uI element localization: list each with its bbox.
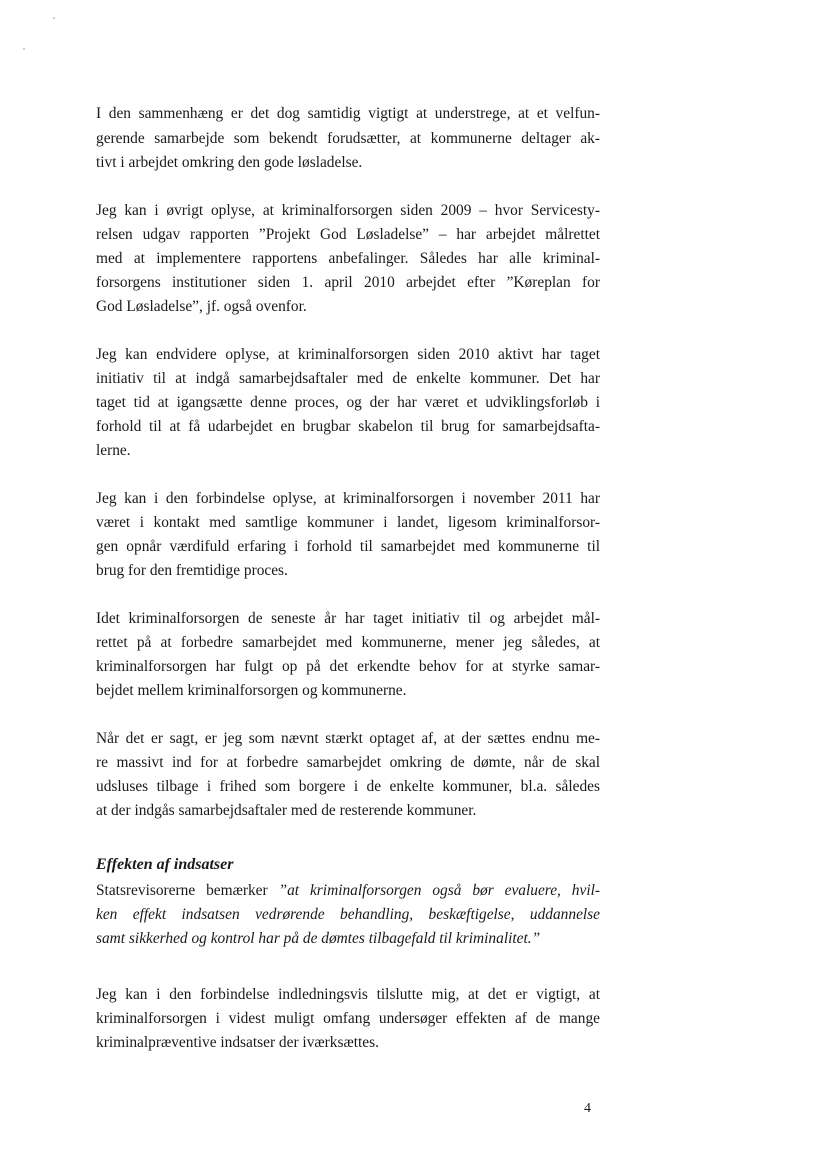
text-line: re massivt ind for at forbedre samarbejdet omkring de dømte, når de skal xyxy=(96,754,600,771)
text-line: forsorgens institutioner siden 1. april 2010 arbejdet efter ”Køreplan for xyxy=(96,274,600,291)
text-line: lerne. xyxy=(96,442,131,459)
text-line: forhold til at få udarbejdet en brugbar skabelon til brug for samarbejdsafta- xyxy=(96,418,600,435)
page-number: 4 xyxy=(584,1101,591,1116)
text-line: at der indgås samarbejdsaftaler med de resterende kommuner. xyxy=(96,802,477,819)
text-line: I den sammenhæng er det dog samtidig vigtigt at understrege, at et velfun- xyxy=(96,105,600,122)
text-line: initiativ til at indgå samarbejdsaftaler med de enkelte kommuner. Det har xyxy=(96,370,600,387)
quote-text: ”at kriminalforsorgen også bør evaluere, hvil- xyxy=(278,882,600,899)
text-line: kriminalpræventive indsatser der iværksættes. xyxy=(96,1034,379,1051)
text-line: relsen udgav rapporten ”Projekt God Løsladelse” – har arbejdet målrettet xyxy=(96,226,600,243)
text-line: Jeg kan i den forbindelse oplyse, at kriminalforsorgen i november 2011 har xyxy=(96,490,600,507)
quote-line xyxy=(96,881,600,901)
quote-line: ken effekt indsatsen vedrørende behandling, beskæftigelse, uddannelse xyxy=(96,906,600,923)
text-line: kriminalforsorgen har fulgt op på det erkendte behov for at styrke samar- xyxy=(96,658,600,675)
quote-intro: Statsrevisorerne bemærker xyxy=(96,882,268,899)
text-line: brug for den fremtidige proces. xyxy=(96,562,288,579)
text-line: gerende samarbejde som bekendt forudsætter, at kommunerne deltager ak- xyxy=(96,130,600,147)
quote-line: samt sikkerhed og kontrol har på de dømtes tilbagefald til kriminalitet.” xyxy=(96,930,541,947)
scan-speck xyxy=(23,48,25,50)
text-line: Jeg kan i øvrigt oplyse, at kriminalforsorgen siden 2009 – hvor Servicesty- xyxy=(96,202,600,219)
text-line: været i kontakt med samtlige kommuner i landet, ligesom kriminalforsor- xyxy=(96,514,600,531)
text-line: taget tid at igangsætte denne proces, og der har været et udviklingsforløb i xyxy=(96,394,600,411)
text-line: God Løsladelse”, jf. også ovenfor. xyxy=(96,298,307,315)
text-line: Idet kriminalforsorgen de seneste år har taget initiativ til og arbejdet mål- xyxy=(96,610,600,627)
text-line: tivt i arbejdet omkring den gode løsladelse. xyxy=(96,154,363,171)
text-line: kriminalforsorgen i videst muligt omfang undersøger effekten af de mange xyxy=(96,1010,600,1027)
scan-speck xyxy=(53,17,55,19)
text-line: med at implementere rapportens anbefalinger. Således har alle kriminal- xyxy=(96,250,600,267)
text-line: rettet på at forbedre samarbejdet med kommunerne, mener jeg således, at xyxy=(96,634,600,651)
text-line: gen opnår værdifuld erfaring i forhold til samarbejdet med kommunerne til xyxy=(96,538,600,555)
text-line: Når det er sagt, er jeg som nævnt stærkt optaget af, at der sættes endnu me- xyxy=(96,730,600,747)
text-line: udsluses tilbage i frihed som borgere i de enkelte kommuner, bl.a. således xyxy=(96,778,600,795)
text-line: bejdet mellem kriminalforsorgen og kommunerne. xyxy=(96,682,407,699)
section-heading: Effekten af indsatser xyxy=(96,856,234,873)
text-line: Jeg kan endvidere oplyse, at kriminalforsorgen siden 2010 aktivt har taget xyxy=(96,346,600,363)
text-line: Jeg kan i den forbindelse indledningsvis tilslutte mig, at det er vigtigt, at xyxy=(96,986,600,1003)
